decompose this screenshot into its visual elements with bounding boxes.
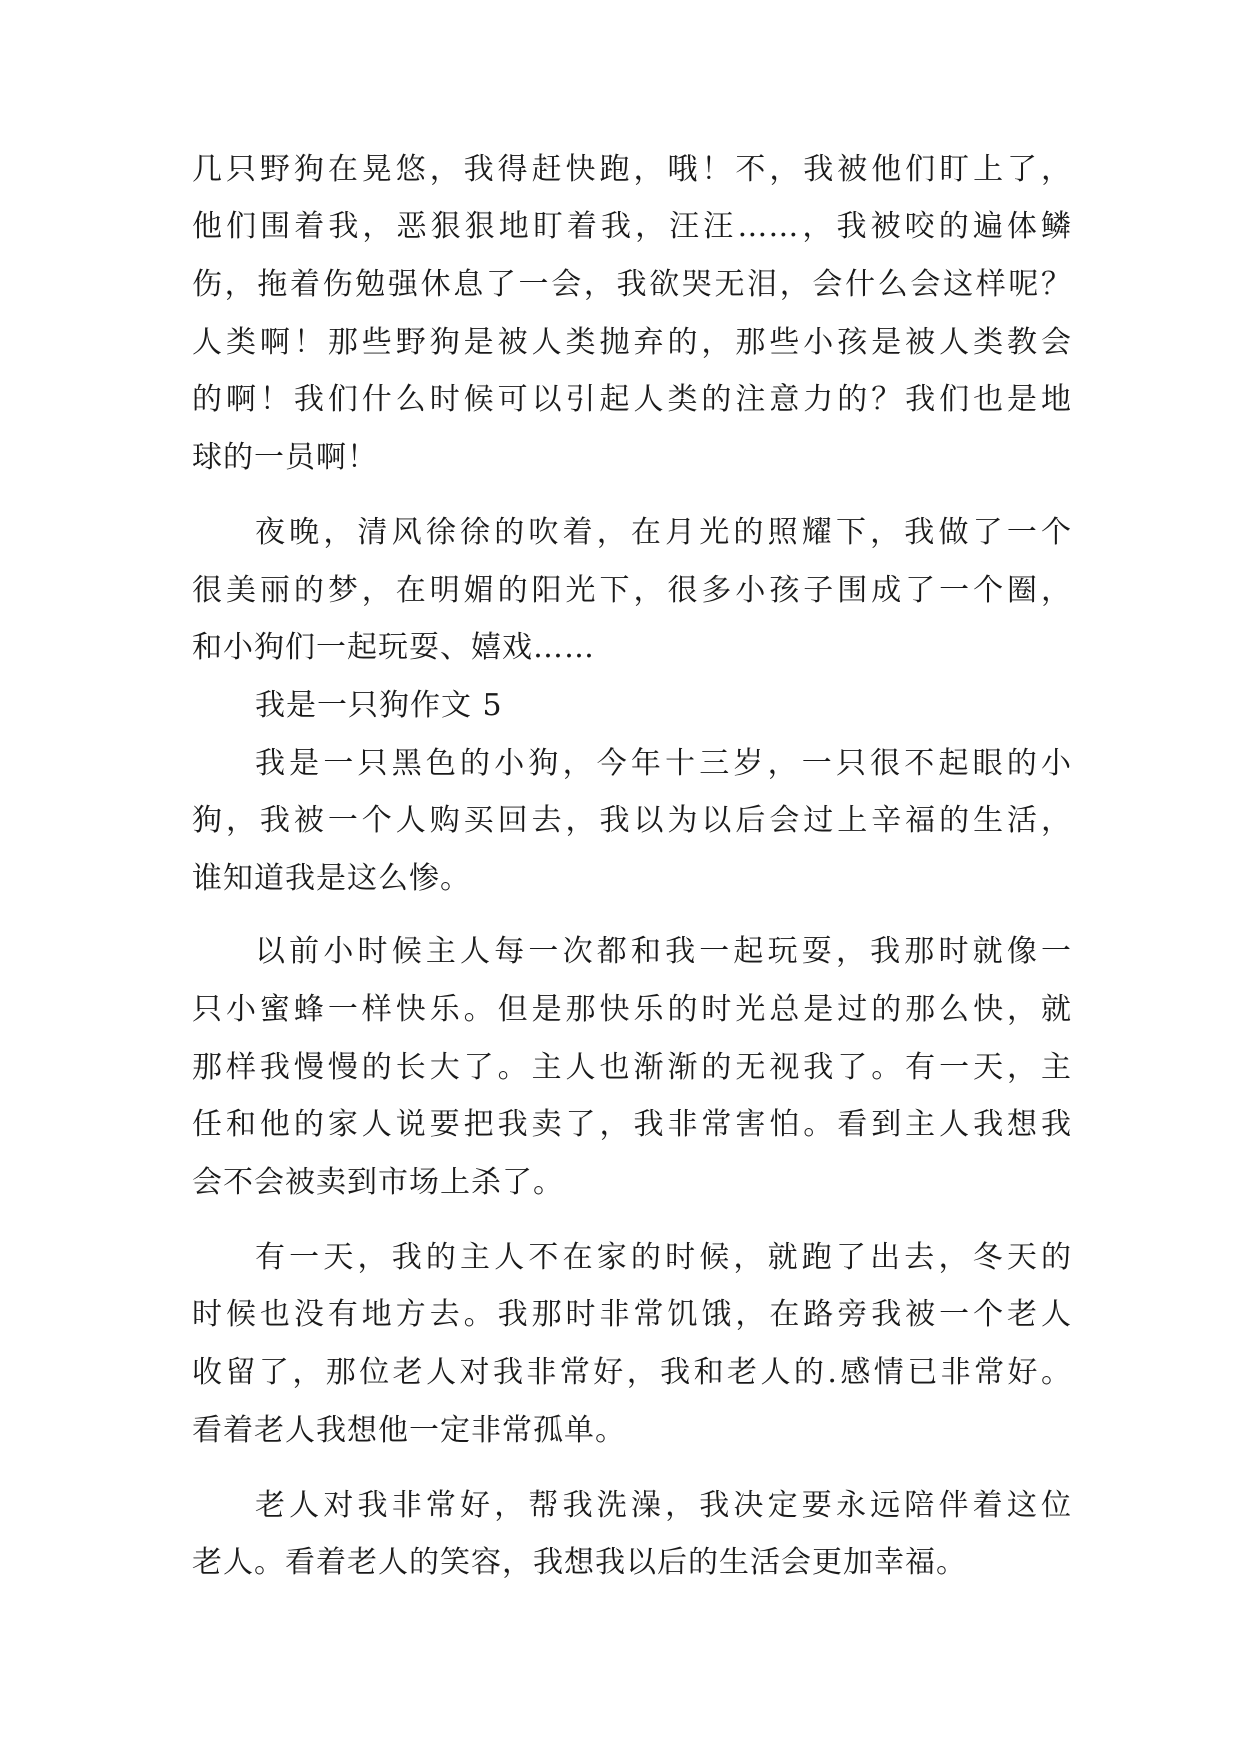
text-line: 任和他的家人说要把我卖了，我非常害怕。看到主人我想我 (192, 1107, 1072, 1142)
text-line: 老人。看着老人的笑容，我想我以后的生活会更加幸福。 (192, 1545, 967, 1580)
text-line: 人类啊！那些野狗是被人类抛弃的，那些小孩是被人类教会 (192, 325, 1072, 360)
text-line: 看着老人我想他一定非常孤单。 (192, 1413, 626, 1448)
paragraph-first-line: 以前小时候主人每一次都和我一起玩耍，我那时就像一 (255, 934, 1072, 969)
text-line: 只小蜜蜂一样快乐。但是那快乐的时光总是过的那么快，就 (192, 992, 1072, 1027)
text-line: 那样我慢慢的长大了。主人也渐渐的无视我了。有一天，主 (192, 1050, 1072, 1085)
text-line: 收留了，那位老人对我非常好，我和老人的.感情已非常好。 (192, 1355, 1072, 1390)
text-line: 谁知道我是这么惨。 (192, 861, 471, 896)
text-line: 狗，我被一个人购买回去，我以为以后会过上辛福的生活， (192, 803, 1072, 838)
text-line: 他们围着我，恶狠狠地盯着我，汪汪……，我被咬的遍体鳞 (192, 209, 1072, 244)
paragraph-first-line: 老人对我非常好，帮我洗澡，我决定要永远陪伴着这位 (255, 1488, 1072, 1523)
section-heading: 我是一只狗作文 5 (255, 688, 503, 723)
paragraph-first-line: 夜晚，清风徐徐的吹着，在月光的照耀下，我做了一个 (255, 515, 1072, 550)
text-line: 时候也没有地方去。我那时非常饥饿，在路旁我被一个老人 (192, 1297, 1072, 1332)
text-line: 会不会被卖到市场上杀了。 (192, 1165, 564, 1200)
text-line: 伤，拖着伤勉强休息了一会，我欲哭无泪，会什么会这样呢？ (192, 267, 1072, 302)
text-line: 的啊！我们什么时候可以引起人类的注意力的？我们也是地 (192, 382, 1072, 417)
paragraph-first-line: 我是一只黑色的小狗，今年十三岁，一只很不起眼的小 (255, 746, 1072, 781)
text-line: 球的一员啊！ (192, 440, 378, 475)
text-line: 和小狗们一起玩耍、嬉戏…… (192, 630, 595, 665)
text-line: 几只野狗在晃悠，我得赶快跑，哦！不，我被他们盯上了， (192, 152, 1072, 187)
paragraph-first-line: 有一天，我的主人不在家的时候，就跑了出去，冬天的 (255, 1240, 1072, 1275)
text-line: 很美丽的梦，在明媚的阳光下，很多小孩子围成了一个圈， (192, 573, 1072, 608)
